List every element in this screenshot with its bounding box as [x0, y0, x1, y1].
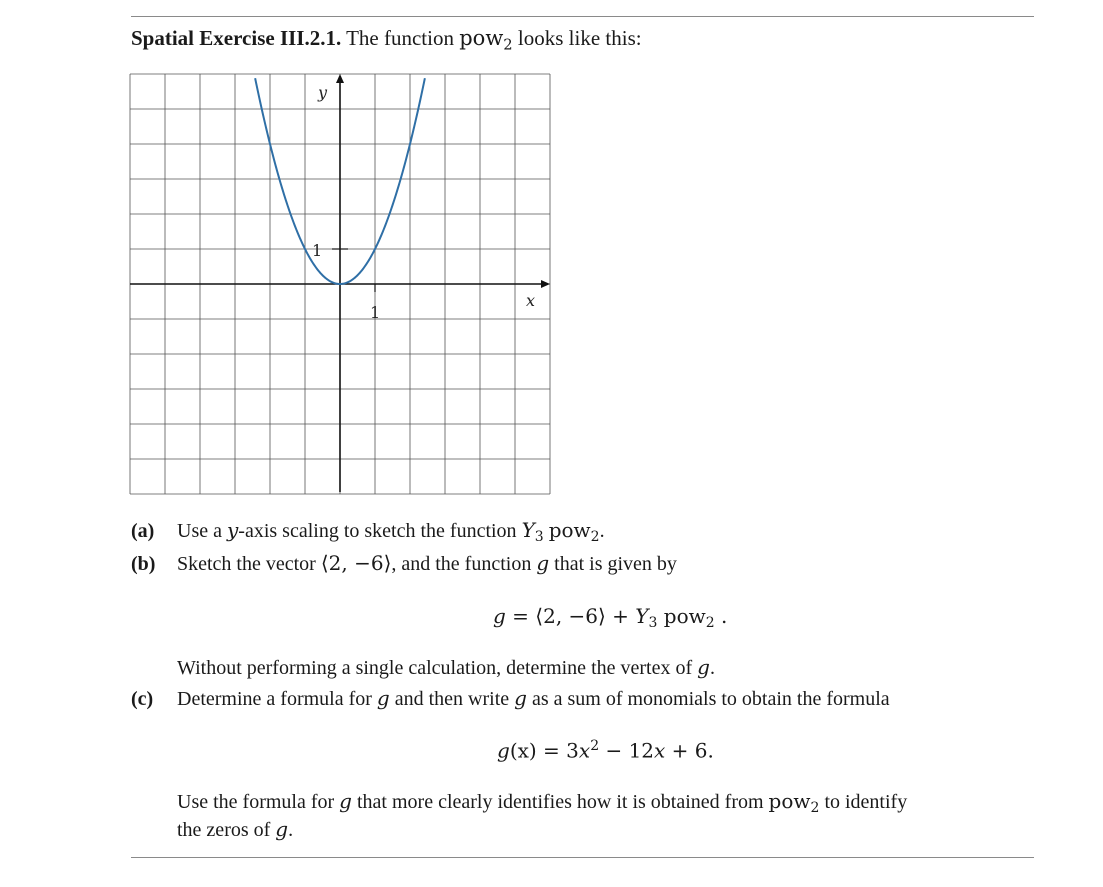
part-a-text-2: -axis scaling to sketch the function — [238, 520, 517, 542]
exercise-heading — [131, 26, 642, 53]
part-b-vector: ⟨2, −6⟩ — [320, 551, 392, 575]
y-tick-label: 1 — [312, 241, 323, 260]
part-b-followup: Without performing a single calculation, determine the vertex of g. — [177, 655, 715, 679]
part-c-text-1: Determine a formula for — [177, 688, 372, 710]
part-a-text-1: Use a — [177, 520, 222, 542]
part-c-display-equation: $g(x) = 3x^2 - 12x + 6$. — [497, 738, 714, 763]
part-c-text-2: and then write — [394, 688, 510, 710]
y-axis-arrow — [336, 74, 344, 83]
part-b-math-g: g — [536, 551, 550, 575]
heading-func: pow$_2$ — [459, 26, 513, 54]
part-c — [131, 686, 890, 711]
part-a-text-3: . — [599, 520, 605, 542]
top-rule — [131, 16, 1034, 17]
part-b-text-2: , and the function — [391, 553, 532, 575]
part-c-math-g2: g — [514, 686, 527, 710]
heading-text-after: looks like this: — [517, 26, 642, 50]
y-axis-label: y — [318, 83, 328, 102]
part-a — [131, 518, 605, 545]
part-b-text-3: that is given by — [554, 553, 677, 575]
part-c-followup-line-2: the zeros of g. — [177, 817, 294, 841]
exercise-label: Spatial Exercise III.2.1. — [131, 26, 342, 50]
part-b-label: (b) — [131, 553, 156, 575]
part-c-math-g1: g — [376, 686, 390, 710]
part-a-math-y: y — [226, 518, 239, 542]
bottom-rule — [131, 857, 1034, 858]
x-axis-arrow — [541, 280, 550, 288]
part-c-label: (c) — [131, 688, 154, 710]
parabola-graph — [120, 66, 560, 498]
part-c-text-3: as a sum of monomials to obtain the formula — [531, 688, 890, 710]
part-a-math-Y3: $Y_3$ — [521, 518, 544, 546]
heading-text-before: The function — [346, 26, 454, 50]
part-b-text-1: Sketch the vector — [177, 553, 316, 575]
x-tick-label: 1 — [370, 303, 381, 322]
x-axis-label: x — [526, 291, 536, 310]
part-a-func: pow$_2$ — [548, 518, 600, 546]
part-a-label: (a) — [131, 520, 155, 542]
part-b — [131, 551, 677, 576]
part-b-display-equation: g = ⟨2, −6⟩ + $Y_3$ pow$_2$ . — [493, 604, 728, 632]
part-c-followup-line-1: Use the formula for g that more clearly identifies how it is obtained from pow$_2$ to identify — [177, 789, 908, 817]
